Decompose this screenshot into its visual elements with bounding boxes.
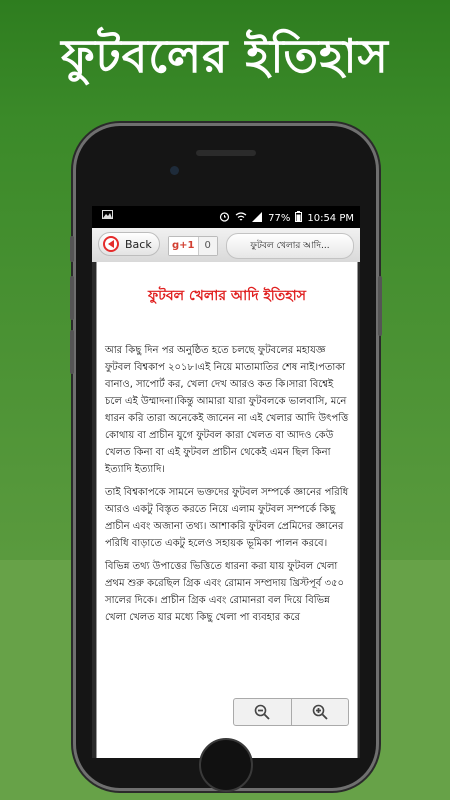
phone-frame bbox=[76, 126, 376, 788]
zoom-controls bbox=[233, 698, 349, 726]
alarm-icon bbox=[219, 211, 230, 225]
article-heading: ফুটবল খেলার আদি ইতিহাস bbox=[148, 288, 306, 304]
signal-icon bbox=[252, 212, 263, 225]
battery-icon bbox=[295, 211, 302, 225]
battery-percent: 77% bbox=[268, 212, 291, 224]
back-button[interactable] bbox=[98, 232, 160, 256]
wifi-icon bbox=[235, 212, 247, 225]
gplus-button[interactable] bbox=[168, 236, 218, 256]
mute-switch bbox=[70, 236, 74, 262]
zoom-in-icon bbox=[312, 704, 328, 720]
app-toolbar bbox=[92, 228, 360, 262]
article-paragraph: বিভিন্ন তথ্য উপাত্তের ভিত্তিতে ধারনা করা যায় ফুটবল খেলা প্রথম শুরু করেছিল গ্রিক এবং রোমান সম্প্রদায় খ্রিস্টপূর্ব ৩৫০ সালের দিকে। প্রাচীন গ্রিক এবং রোমানরা বল দিয়ে বিভিন্ন খেলা খেলত যার মধ্যে কিছু খেলা পা ব্যবহার করে bbox=[105, 561, 344, 623]
front-camera bbox=[170, 166, 179, 175]
volume-down-button bbox=[70, 330, 74, 374]
article-paragraph: তাই বিশ্বকাপকে সামনে ভক্তদের ফুটবল সম্পর্কে জ্ঞানের পরিধি আরও একটু বিস্তৃত করতে নিয়ে এলাম ফুটবল সম্পর্কে কিছু প্রাচীন এবং অজানা তথ্য। আশাকরি ফুটবল প্রেমিদের জ্ঞানের পরিধি বাড়াতে একটু হলেও সহায়ক ভূমিকা পালন করবে। bbox=[105, 487, 349, 549]
article-content[interactable] bbox=[96, 262, 358, 758]
earpiece-speaker bbox=[196, 150, 256, 156]
status-bar bbox=[92, 206, 360, 228]
home-button[interactable] bbox=[199, 738, 253, 792]
zoom-in-button[interactable] bbox=[291, 699, 349, 725]
article-paragraph: আর কিছু দিন পর অনুষ্ঠিত হতে চলছে ফুটবলের মহাযজ্ঞ ফুটবল বিশ্বকাপ ২০১৮।এই নিয়ে মাতামাতির শেষ নাই।পতাকা বানাও, সাপোর্ট কর, খেলা দেখ আরও কত কি।সারা বিশ্বেই চলে এই উম্মাদনা।কিন্তু আমারা যারা ফুটবলকে ভালবাসি, মনে ধারন করি তারা অনেকেই জানেন না এই খেলার আদি উৎপত্তি কোথায় বা প্রাচীন যুগে ফুটবল কারা খেলত বা আদও কেউ খেলত কিনা বা এই ফুটবল প্রাচীন থেকেই এমন ছিল কিনা ইত্যাদি ইত্যাদি। bbox=[105, 345, 349, 475]
power-button bbox=[378, 276, 382, 336]
back-arrow-icon bbox=[103, 236, 119, 252]
banner-title: ফুটবলের ইতিহাস bbox=[61, 29, 389, 83]
image-icon bbox=[102, 210, 113, 222]
gplus-label: g+1 bbox=[169, 237, 199, 255]
back-button-label: Back bbox=[125, 237, 152, 251]
zoom-out-icon bbox=[254, 704, 270, 720]
gplus-count: 0 bbox=[199, 237, 217, 255]
status-time: 10:54 PM bbox=[307, 212, 354, 224]
phone-screen bbox=[92, 206, 360, 758]
page-title-pill[interactable]: ফুটবল খেলার আদি... bbox=[226, 233, 354, 259]
volume-up-button bbox=[70, 276, 74, 320]
zoom-out-button[interactable] bbox=[234, 699, 291, 725]
